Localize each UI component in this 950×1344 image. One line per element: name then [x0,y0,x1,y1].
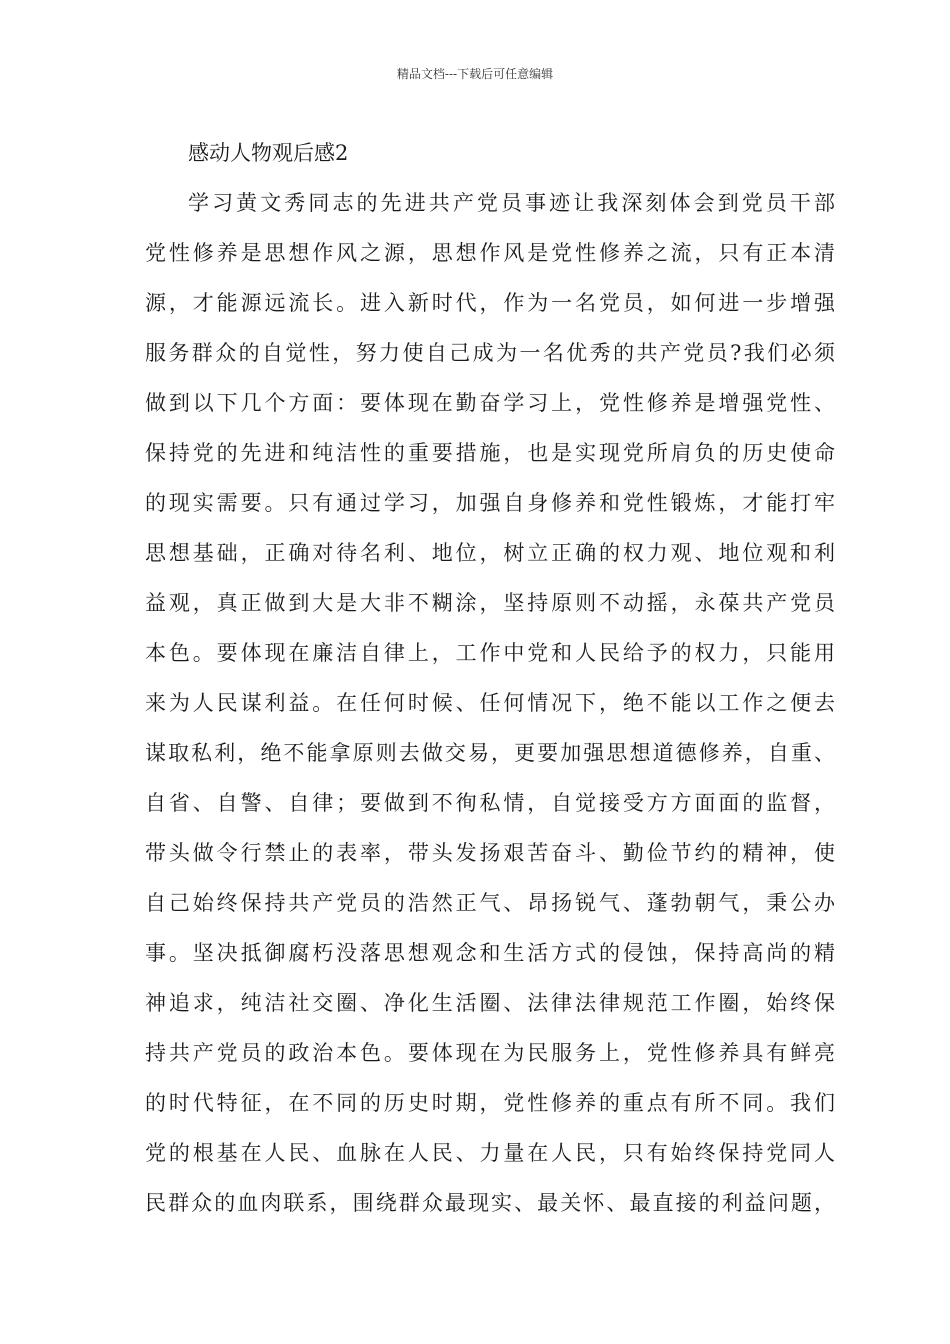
body-line: 益观，真正做到大是大非不糊涂，坚持原则不动摇，永葆共产党员 [145,591,835,615]
body-line: 谋取私利，绝不能拿原则去做交易，更要加强思想道德修养，自重、 [145,741,835,765]
body-line: 带头做令行禁止的表率，带头发扬艰苦奋斗、勤俭节约的精神，使 [145,841,835,865]
body-line: 做到以下几个方面：要体现在勤奋学习上，党性修养是增强党性、 [145,391,835,415]
body-line: 源，才能源远流长。进入新时代，作为一名党员，如何进一步增强 [145,291,835,315]
body-line: 民群众的血肉联系，围绕群众最现实、最关怀、最直接的利益问题， [145,1191,835,1215]
body-line: 学习黄文秀同志的先进共产党员事迹让我深刻体会到党员干部 [188,191,835,215]
body-line: 思想基础，正确对待名利、地位，树立正确的权力观、地位观和利 [145,541,835,565]
body-line: 本色。要体现在廉洁自律上，工作中党和人民给予的权力，只能用 [145,641,835,665]
body-line: 来为人民谋利益。在任何时候、任何情况下，绝不能以工作之便去 [145,691,835,715]
document-body [145,178,835,1228]
body-line: 事。坚决抵御腐朽没落思想观念和生活方式的侵蚀，保持高尚的精 [145,941,835,965]
document-title: 感动人物观后感2 [188,141,349,165]
body-line: 服务群众的自觉性，努力使自己成为一名优秀的共产党员?我们必须 [145,341,835,365]
page-header: 精品文档---下载后可任意编辑 [396,67,554,81]
body-line: 党的根基在人民、血脉在人民、力量在人民，只有始终保持党同人 [145,1141,835,1165]
body-line: 的现实需要。只有通过学习，加强自身修养和党性锻炼，才能打牢 [145,491,835,515]
body-line: 的时代特征，在不同的历史时期，党性修养的重点有所不同。我们 [145,1091,835,1115]
body-line: 保持党的先进和纯洁性的重要措施，也是实现党所肩负的历史使命 [145,441,835,465]
body-line: 党性修养是思想作风之源，思想作风是党性修养之流，只有正本清 [145,241,835,265]
body-line: 持共产党员的政治本色。要体现在为民服务上，党性修养具有鲜亮 [145,1041,835,1065]
body-line: 神追求，纯洁社交圈、净化生活圈、法律法律规范工作圈，始终保 [145,991,835,1015]
body-line: 自省、自警、自律；要做到不徇私情，自觉接受方方面面的监督， [145,791,835,815]
body-line: 自己始终保持共产党员的浩然正气、昂扬锐气、蓬勃朝气，秉公办 [145,891,835,915]
